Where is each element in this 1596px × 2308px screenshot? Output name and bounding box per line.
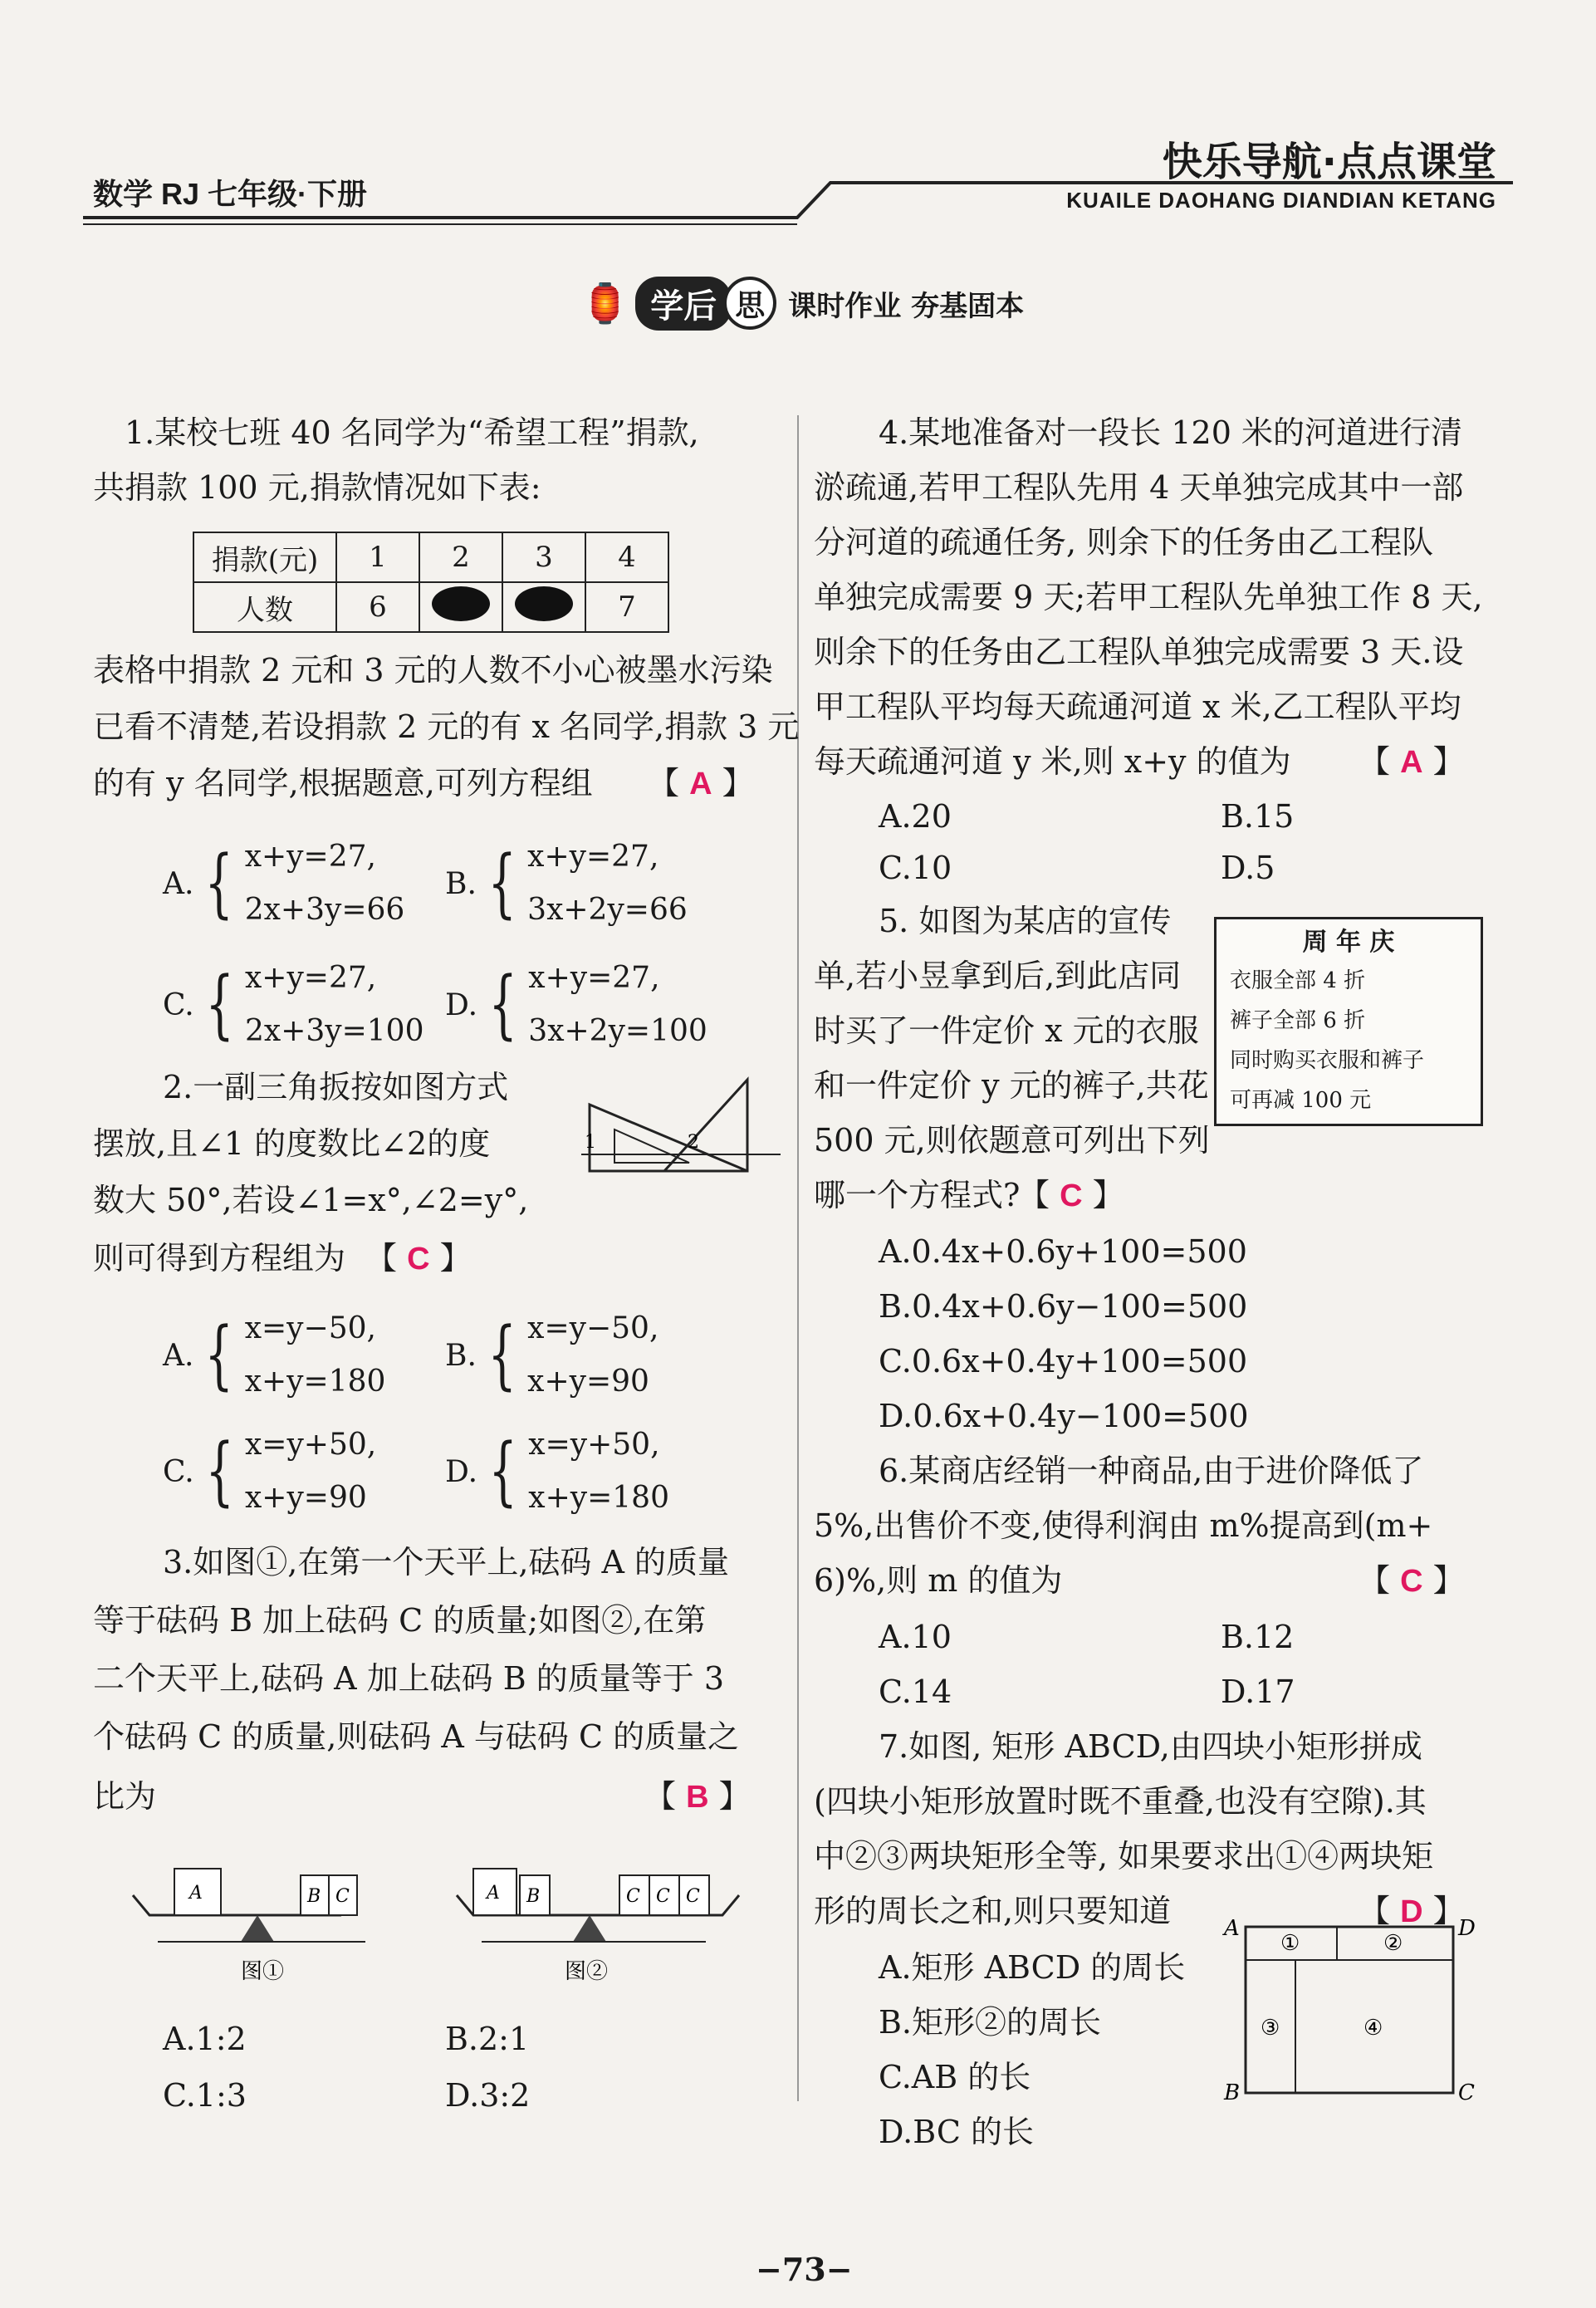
flyer-line: 同时购买衣服和裤子: [1230, 1048, 1425, 1073]
q1-option-a: A. { x+y=27, 2x+3y=66: [163, 840, 405, 927]
q2-option-a: A. { x=y−50, x+y=180: [163, 1311, 386, 1399]
ink-blot: [432, 586, 490, 621]
flyer-title: 周 年 庆: [1302, 928, 1395, 957]
q7-stem-1: 7.如图, 矩形 ABCD,由四块小矩形拼成: [879, 1728, 1422, 1765]
q5-stem-3: 时买了一件定价 x 元的衣服: [814, 1012, 1199, 1049]
q7-option-b: B.矩形②的周长: [879, 2004, 1102, 2041]
q7-answer: D: [1400, 1894, 1423, 1929]
ink-blot: [515, 586, 573, 621]
q4-stem-3: 分河道的疏通任务, 则余下的任务由乙工程队: [814, 524, 1434, 561]
q1-stem-3: 表格中捐款 2 元和 3 元的人数不小心被墨水污染: [93, 652, 773, 688]
balance-1: [133, 1869, 365, 1984]
q1-answer: A: [689, 767, 712, 801]
q5-option-a: A.0.4x+0.6y+100=500: [879, 1233, 1247, 1270]
q2-stem-2: 摆放,且∠1 的度数比∠2的度: [93, 1125, 491, 1162]
lamp-icon: 🏮: [581, 280, 629, 326]
q6-option-a: A.10: [879, 1619, 952, 1655]
q6-option-b: B.12: [1221, 1619, 1295, 1655]
angle-2-label: 2: [688, 1132, 699, 1153]
q5-stem-1: 5. 如图为某店的宣传: [879, 903, 1172, 939]
q1-stem-4: 已看不清楚,若设捐款 2 元的有 x 名同学,捐款 3 元: [93, 708, 800, 745]
series-title: 快乐导航·点点课堂: [1162, 139, 1496, 185]
series-subtitle: KUAILE DAOHANG DIANDIAN KETANG: [1066, 188, 1496, 213]
q4-stem-6: 甲工程队平均每天疏通河道 x 米,乙工程队平均: [814, 688, 1461, 725]
q1-option-b: B. { x+y=27, 3x+2y=66: [445, 840, 688, 927]
q2-option-d: D. { x=y+50, x+y=180: [445, 1428, 669, 1515]
vertex-c: C: [1458, 2080, 1475, 2105]
q6-option-d: D.17: [1221, 1673, 1295, 1710]
q3-stem-5: 比为: [93, 1778, 157, 1815]
table-cell: 6: [336, 582, 419, 632]
balance-2: [457, 1869, 739, 1984]
q4-option-b: B.15: [1221, 798, 1295, 835]
flyer-line: 衣服全部 4 折: [1230, 968, 1366, 993]
q3-option-c: C.1:3: [163, 2077, 247, 2114]
q6-option-c: C.14: [879, 1673, 952, 1710]
table-cell: 7: [585, 582, 668, 632]
q2-option-b: B. { x=y−50, x+y=90: [445, 1311, 659, 1399]
q2-stem-4: 则可得到方程组为: [93, 1240, 346, 1277]
q6-stem-3: 6)%,则 m 的值为: [814, 1562, 1063, 1599]
q7-rectangle-figure: [1221, 1910, 1486, 2118]
q6-answer: C: [1400, 1564, 1423, 1599]
q3-balance-figures: [125, 1835, 756, 1993]
q2-stem-1: 2.一副三角扳按如图方式: [163, 1069, 509, 1105]
flyer-line: 可再减 100 元: [1230, 1088, 1372, 1113]
q5-stem-6: 哪一个方程式?: [814, 1177, 1021, 1213]
column-divider: [797, 415, 799, 2101]
q3-stem-2: 等于砝码 B 加上砝码 C 的质量;如图②,在第: [93, 1602, 707, 1639]
q2-answer: C: [407, 1242, 430, 1277]
vertex-b: B: [1224, 2080, 1241, 2105]
page-number: −73−: [756, 2251, 853, 2288]
q1-option-d: D. { x+y=27, 3x+2y=100: [445, 961, 707, 1048]
table-cell: 捐款(元): [193, 532, 336, 582]
q5-option-b: B.0.4x+0.6y−100=500: [879, 1288, 1248, 1325]
q3-option-d: D.3:2: [445, 2077, 531, 2114]
weight-a: A: [487, 1883, 500, 1904]
q4-stem-4: 单独完成需要 9 天;若甲工程队先单独工作 8 天,: [814, 579, 1483, 615]
q3-stem-3: 二个天平上,砝码 A 加上砝码 B 的质量等于 3: [93, 1660, 725, 1697]
q5-answer: C: [1060, 1179, 1083, 1213]
section-banner: [581, 274, 1024, 332]
vertex-d: D: [1458, 1916, 1476, 1941]
q3-stem-1: 3.如图①,在第一个天平上,砝码 A 的质量: [163, 1544, 730, 1580]
fig2-caption: 图②: [565, 1959, 609, 1984]
header-rule: [83, 166, 1513, 233]
q1-option-c: C. { x+y=27, 2x+3y=100: [163, 961, 424, 1048]
weight-c: C: [656, 1886, 670, 1907]
q1-donation-table: [193, 532, 669, 633]
q5-stem-5: 500 元,则依题意可列出下列: [814, 1122, 1210, 1159]
q3-option-a: A.1:2: [163, 2021, 247, 2057]
q4-answer: A: [1400, 745, 1423, 780]
weight-c: C: [626, 1886, 640, 1907]
q6-stem-1: 6.某商店经销一种商品,由于进价降低了: [879, 1453, 1424, 1489]
table-cell: 2: [419, 532, 502, 582]
q3-answer-bracket: 【 B 】: [644, 1778, 751, 1815]
rect-2-label: ②: [1383, 1931, 1403, 1956]
q7-stem-2: (四块小矩形放置时既不重叠,也没有空隙).其: [814, 1783, 1427, 1820]
q4-option-c: C.10: [879, 850, 952, 886]
q4-stem-7: 每天疏通河道 y 米,则 x+y 的值为: [814, 743, 1291, 780]
q4-stem-2: 淤疏通,若甲工程队先用 4 天单独完成其中一部: [814, 469, 1464, 506]
q4-answer-bracket: 【 A 】: [1359, 743, 1465, 780]
q4-stem-1: 4.某地准备对一段长 120 米的河道进行清: [879, 414, 1462, 451]
banner-tagline: 课时作业 夯基固本: [788, 289, 1025, 323]
q6-answer-bracket: 【 C 】: [1359, 1562, 1465, 1599]
rect-4-label: ④: [1363, 2016, 1383, 2041]
table-cell: 人数: [193, 582, 336, 632]
table-cell: 3: [502, 532, 585, 582]
q1-stem-5: 的有 y 名同学,根据题意,可列方程组: [93, 765, 593, 801]
q4-option-d: D.5: [1221, 850, 1275, 886]
q5-option-d: D.0.6x+0.4y−100=500: [879, 1398, 1249, 1434]
q5-flyer: [1214, 917, 1483, 1126]
book-title: 数学 RJ 七年级·下册: [93, 177, 368, 211]
q7-option-c: C.AB 的长: [879, 2059, 1031, 2095]
q3-answer: B: [686, 1780, 709, 1815]
q7-option-a: A.矩形 ABCD 的周长: [879, 1949, 1186, 1986]
ink-blot-cell: [419, 582, 502, 632]
q2-option-c: C. { x=y+50, x+y=90: [163, 1428, 377, 1515]
q4-option-a: A.20: [879, 798, 952, 835]
q1-stem-1: 1.某校七班 40 名同学为“希望工程”捐款,: [125, 414, 699, 451]
weight-c: C: [335, 1886, 350, 1907]
q7-stem-3: 中②③两块矩形全等, 如果要求出①④两块矩: [814, 1838, 1434, 1874]
q5-stem-4: 和一件定价 y 元的裤子,共花: [814, 1067, 1209, 1104]
weight-c: C: [686, 1886, 700, 1907]
weight-b: B: [307, 1886, 321, 1907]
banner-pill: 学后: [635, 277, 732, 331]
q5-stem-2: 单,若小昱拿到后,到此店同: [814, 958, 1182, 994]
weight-b: B: [526, 1886, 541, 1907]
fig1-caption: 图①: [241, 1959, 285, 1984]
table-cell: 1: [336, 532, 419, 582]
weight-a: A: [189, 1883, 203, 1904]
flyer-line: 裤子全部 6 折: [1230, 1008, 1366, 1033]
q1-answer-bracket: 【 A 】: [648, 765, 754, 801]
q5-answer-bracket: 【 C 】: [1018, 1177, 1124, 1213]
q7-stem-4: 形的周长之和,则只要知道: [814, 1893, 1172, 1929]
ink-blot-cell: [502, 582, 585, 632]
vertex-a: A: [1224, 1916, 1240, 1941]
q3-option-b: B.2:1: [445, 2021, 530, 2057]
table-cell: 4: [585, 532, 668, 582]
q2-stem-3: 数大 50°,若设∠1=x°,∠2=y°,: [93, 1182, 529, 1218]
q6-stem-2: 5%,出售价不变,使得利润由 m%提高到(m+: [814, 1507, 1433, 1544]
q3-stem-4: 个砝码 C 的质量,则砝码 A 与砝码 C 的质量之: [93, 1718, 740, 1755]
rect-1-label: ①: [1280, 1931, 1300, 1956]
banner-circle: 思: [723, 277, 776, 330]
angle-1-label: 1: [585, 1132, 596, 1153]
q7-option-d: D.BC 的长: [879, 2114, 1034, 2150]
q2-answer-bracket: 【 C 】: [365, 1240, 472, 1277]
rect-3-label: ③: [1261, 2016, 1280, 2041]
q4-stem-5: 则余下的任务由乙工程队单独完成需要 3 天.设: [814, 634, 1464, 670]
q5-option-c: C.0.6x+0.4y+100=500: [879, 1343, 1248, 1379]
q2-triangle-figure: [581, 1071, 781, 1196]
q1-stem-2: 共捐款 100 元,捐款情况如下表:: [93, 469, 541, 506]
q7-answer-bracket: 【 D 】: [1359, 1893, 1465, 1929]
